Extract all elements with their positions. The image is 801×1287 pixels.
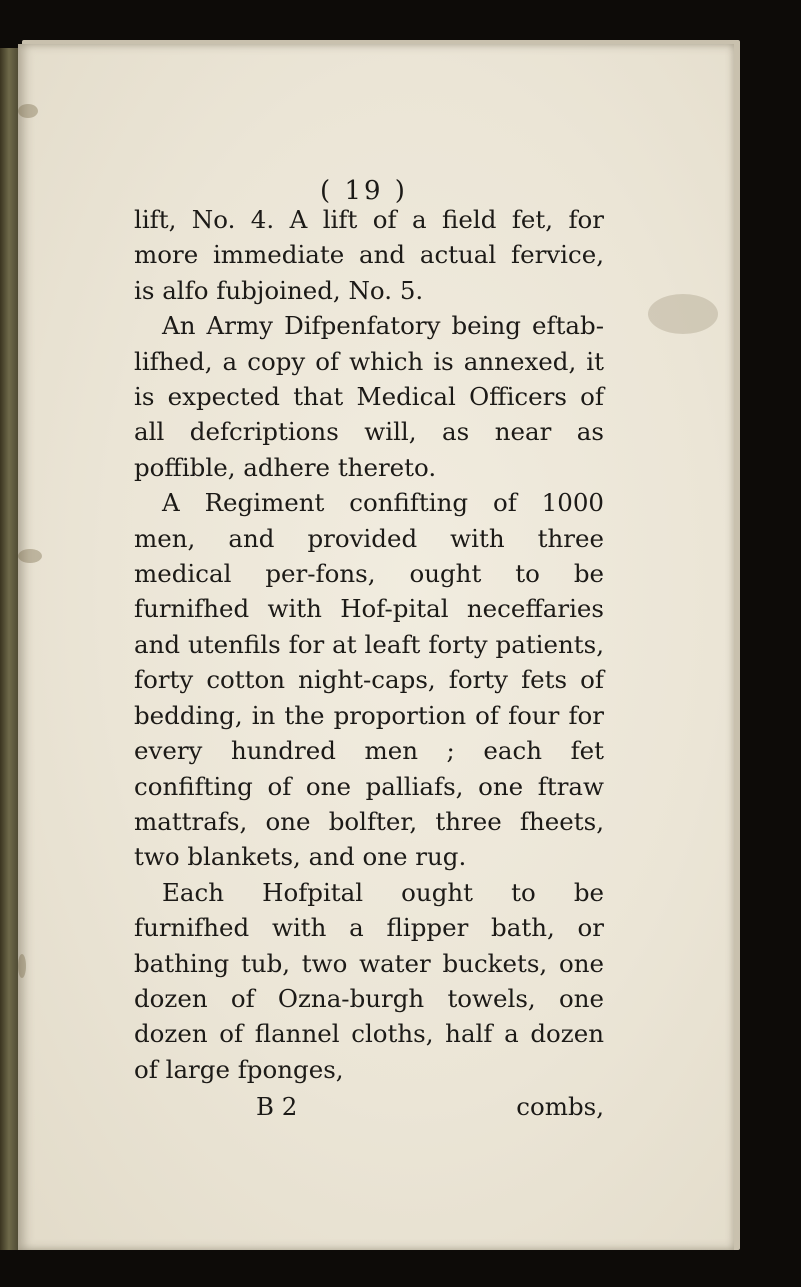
page-number: ( 19 ) [320,176,408,206]
paragraph: Each Hofpital ought to be furnifhed with a flipper bath, or bathing tub, two water buckets, one dozen of Ozna-burgh towels, one dozen of flannel cloths, half a dozen of large fponges, [134,877,604,1084]
paper-discoloration [648,294,718,334]
signature-mark: B 2 [256,1092,298,1122]
page-text [134,176,604,1125]
paragraph: A Regiment confifting of 1000 men, and provided with three medical per-fons, ought to be furnifhed with Hof-pital neceffaries and utenfils for at leaft forty patients, forty cotton night-caps, forty fets of bedding, in the proportion of four for every hundred men ; each fet confifting of one palliafs, one ftraw mattrafs, one bolfter, three fheets, two blankets, and one rug. [134,488,604,872]
paragraph: lift, No. 4. A lift of a field fet, for more immediate and actual fervice, is alfo fubjoined, No. 5. [134,205,604,305]
ink-stain [18,549,42,563]
paragraph: An Army Difpenfatory being eftab-lifhed, a copy of which is annexed, it is expected that Medical Officers of all defcriptions will, as near as poffible, adhere thereto. [134,311,604,482]
ink-stain [18,954,26,978]
book-binding-gutter [0,48,20,1250]
page-footer [134,1089,604,1124]
ink-stain [18,104,38,118]
catchword: combs, [516,1092,604,1122]
